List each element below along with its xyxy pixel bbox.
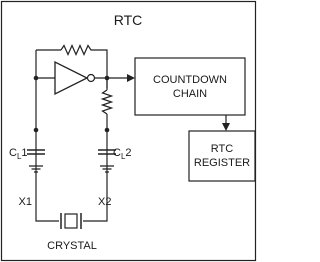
- countdown-chain-label-line2: CHAIN: [172, 88, 208, 100]
- crystal-symbol: [65, 214, 77, 228]
- x1-pin-label: X1: [18, 196, 32, 208]
- feedback-wire-top: [36, 50, 107, 130]
- countdown-chain-block: [135, 58, 245, 115]
- rtc-title: RTC: [113, 12, 143, 28]
- rtc-register-label-line2: REGISTER: [193, 157, 251, 169]
- inverter-symbol: [55, 62, 87, 94]
- feedback-resistor-symbol: [61, 46, 94, 55]
- rtc-register-block: [189, 131, 255, 181]
- arrow-to-countdown: [127, 74, 135, 82]
- crystal-label: CRYSTAL: [47, 240, 97, 252]
- cl2-label: $C_L2$: [113, 147, 132, 161]
- rtc-register-label-line1: RTC: [210, 143, 234, 155]
- countdown-chain-label-line1: COUNTDOWN: [153, 74, 227, 86]
- x2-pin-label: X2: [98, 196, 112, 208]
- inverter-bubble: [88, 75, 95, 82]
- cl1-label: $C_L1$: [9, 147, 28, 161]
- series-resistor-symbol: [103, 90, 112, 114]
- junction-dot-inverter-input: [34, 76, 39, 81]
- arrow-to-register: [222, 123, 230, 131]
